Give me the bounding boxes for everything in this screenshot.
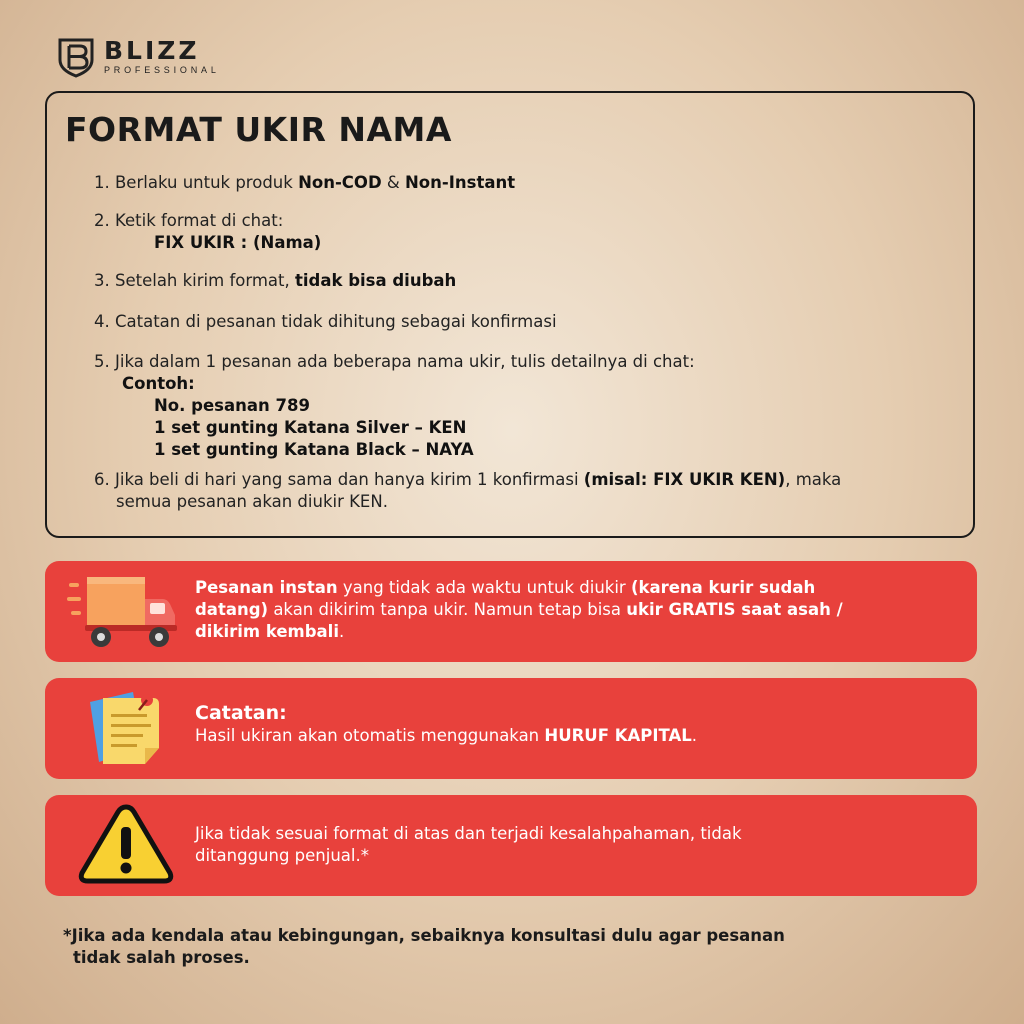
rule-1-non-instant: Non-Instant [405, 173, 516, 192]
instant-order-text [195, 577, 843, 643]
rule-6-text: 6. Jika beli di hari yang sama dan hanya kirim 1 konfirmasi [94, 470, 584, 489]
note-title: Catatan: [195, 702, 287, 724]
rule-6-bold: (misal: FIX UKIR KEN) [583, 470, 786, 489]
shield-b-logo-icon [56, 36, 96, 78]
rule-3 [94, 270, 456, 292]
note-after: . [691, 726, 698, 745]
rule-3-text: 3. Setelah kirim format, [94, 271, 295, 290]
rule-5-example-line: 1 set gunting Katana Silver – KEN [154, 418, 467, 437]
rule-6 [94, 469, 841, 513]
rule-5 [94, 351, 695, 461]
rule-1-text: 1. Berlaku untuk produk [94, 173, 299, 192]
warning-line-2: ditanggung penjual.* [195, 846, 369, 865]
panel-title: FORMAT UKIR NAMA [65, 110, 452, 149]
brand-subtitle: PROFESSIONAL [104, 65, 220, 75]
note-body: Hasil ukiran akan otomatis menggunakan [195, 726, 545, 745]
instant-bold-3: ukir GRATIS saat asah / [626, 600, 843, 619]
rule-1 [94, 172, 515, 194]
instant-bold-2b: datang) [195, 600, 269, 619]
rule-2-text: 2. Ketik format di chat: [94, 211, 284, 230]
rule-6-line2: semua pesanan akan diukir KEN. [116, 492, 388, 511]
rule-4-text: 4. Catatan di pesanan tidak dihitung sebagai konfirmasi [94, 312, 557, 331]
note-text [195, 702, 697, 747]
rule-2-format: FIX UKIR : (Nama) [154, 233, 322, 252]
rule-2 [94, 210, 321, 254]
note-bold: HURUF KAPITAL [544, 726, 692, 745]
instant-order-card [45, 561, 977, 662]
rule-1-mid: & [381, 173, 405, 192]
note-card [45, 678, 977, 779]
rules-panel [45, 91, 975, 538]
rule-3-bold: tidak bisa diubah [295, 271, 457, 290]
rule-1-non-cod: Non-COD [298, 173, 382, 192]
footnote-line-2: tidak salah proses. [73, 948, 250, 967]
rule-5-example-label: Contoh: [122, 374, 195, 393]
rule-6-after: , maka [785, 470, 842, 489]
delivery-truck-icon [67, 573, 179, 651]
instant-text-1: yang tidak ada waktu untuk diukir [337, 578, 631, 597]
warning-text [195, 823, 742, 867]
warning-icon [78, 801, 174, 885]
instant-text-2: akan dikirim tanpa ukir. Namun tetap bisa [268, 600, 627, 619]
brand-name: BLIZZ [104, 36, 200, 65]
brand [56, 36, 220, 78]
rule-5-example-line: 1 set gunting Katana Black – NAYA [154, 440, 474, 459]
sticky-note-icon [87, 688, 167, 772]
instant-text-3: . [339, 622, 345, 641]
footnote-line-1: *Jika ada kendala atau kebingungan, sebaiknya konsultasi dulu agar pesanan [63, 926, 785, 945]
warning-line-1: Jika tidak sesuai format di atas dan terjadi kesalahpahaman, tidak [195, 824, 742, 843]
instant-bold-1: Pesanan instan [195, 578, 338, 597]
instant-bold-3b: dikirim kembali [195, 622, 339, 641]
footnote [63, 925, 785, 969]
warning-card [45, 795, 977, 896]
rule-5-text: 5. Jika dalam 1 pesanan ada beberapa nama ukir, tulis detailnya di chat: [94, 352, 695, 371]
rule-5-example-line: No. pesanan 789 [154, 396, 310, 415]
rule-4 [94, 311, 557, 333]
instant-bold-2: (karena kurir sudah [630, 578, 816, 597]
